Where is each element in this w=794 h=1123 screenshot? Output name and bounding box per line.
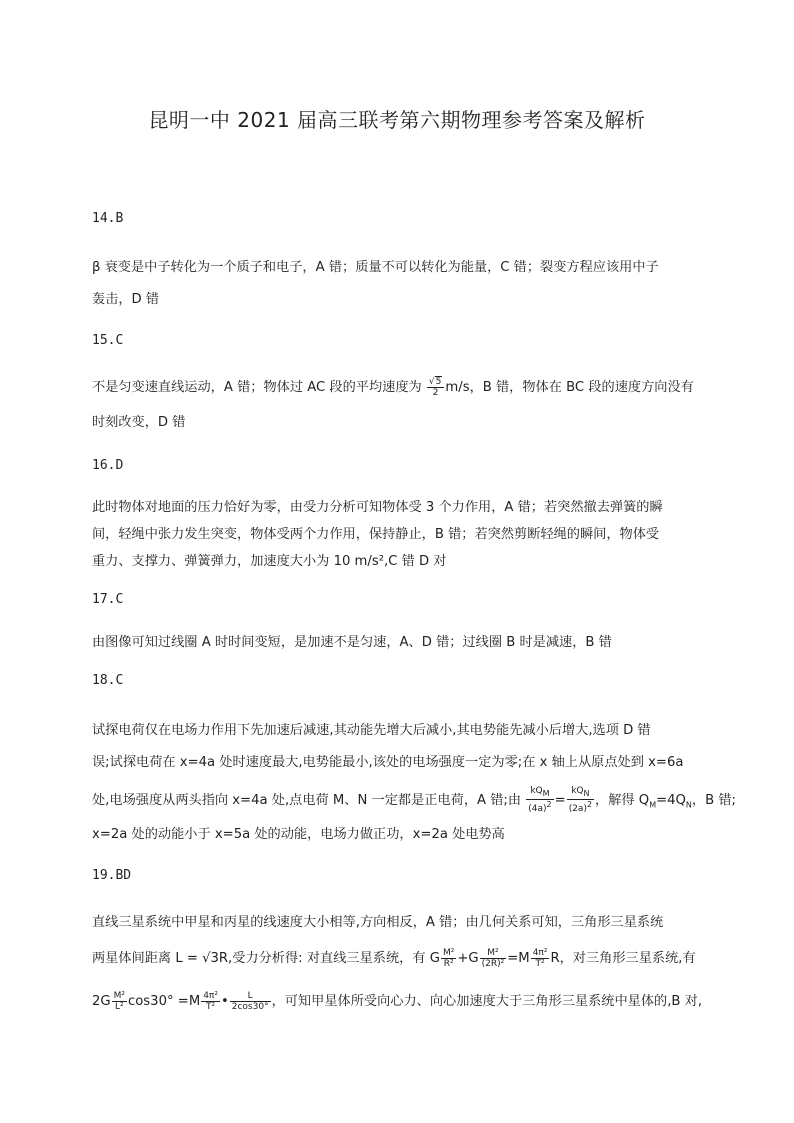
answer-line: 误;试探电荷在 x=4a 处时速度最大,电势能最小,该处的电场强度一定为零;在 x 轴上从原点处到 x=6a bbox=[92, 755, 684, 770]
question-label-14: 14.B bbox=[92, 211, 124, 226]
answer-text: ，解得 Q bbox=[595, 792, 650, 808]
answer-line: 时刻改变，D 错 bbox=[92, 415, 186, 430]
answer-line: 处,电场强度从两头指向 x=4a 处,点电荷 M、N 一定都是正电荷，A 错;由 $\frac{kQ_M}{(4a)^2}$ = $\frac{kQ_N}{(2a)^2}$ ，解得 $Q_M=4Q_N$，B 错; bbox=[92, 786, 736, 814]
question-label-19: 19.BD bbox=[92, 868, 132, 883]
answer-text: ，对三角形三星系统,有 bbox=[559, 951, 696, 966]
answer-line: 此时物体对地面的压力恰好为零，由受力分析可知物体受 3 个力作用，A 错；若突然撤去弹簧的瞬 bbox=[92, 500, 663, 515]
question-label-17: 17.C bbox=[92, 592, 124, 607]
answer-text: 两星体间距离 L = √3R,受力分析得: 对直线三星系统，有 bbox=[92, 951, 426, 966]
question-label-15: 15.C bbox=[92, 333, 124, 348]
answer-line: 轰击，D 错 bbox=[92, 292, 160, 307]
answer-line: 由图像可知过线圈 A 时时间变短，是加速不是匀速，A、D 错；过线圈 B 时是减速，B 错 bbox=[92, 635, 612, 650]
fraction: $\frac{kQ_M}{(4a)^2}$ bbox=[528, 786, 552, 814]
answer-line: 两星体间距离 L = √3R,受力分析得: 对直线三星系统，有 G $\frac{\text{M²}}{\text{R²}}$ +G $\frac{\text{M²}}{\text{(2R)²}}$ =M $\frac{\text{4π²}}{\text{T²}}$ R，对三角形三星系统,有 bbox=[92, 947, 696, 969]
answer-line: 重力、支撑力、弹簧弹力，加速度大小为 10 m/s²,C 错 D 对 bbox=[92, 554, 447, 569]
fraction: $\frac{√5}{2}$ bbox=[427, 376, 444, 398]
answer-text: 处,电场强度从两头指向 x=4a 处,点电荷 M、N 一定都是正电荷，A 错;由 bbox=[92, 792, 522, 808]
answer-line: x=2a 处的动能小于 x=5a 处的动能，电场力做正功，x=2a 处电势高 bbox=[92, 827, 505, 842]
answer-line: 试探电荷仅在电场力作用下先加速后减速,其动能先增大后减小,其电势能先减小后增大,选项 D 错 bbox=[92, 723, 651, 738]
answer-line: 2G $\frac{\text{M²}}{\text{L²}}$ cos30° =M $\frac{\text{4π²}}{\text{T²}}$ • $\frac{L}{2\cos 30^\circ}$ ，可知甲星体所受向心力、向心加速度大于三角形三星系统中星体的,B 对, bbox=[92, 990, 703, 1012]
answer-text: m/s，B 错，物体在 BC 段的速度方向没有 bbox=[445, 380, 694, 395]
page-title: 昆明一中 2021 届高三联考第六期物理参考答案及解析 bbox=[148, 108, 646, 132]
answer-line bbox=[92, 376, 722, 398]
question-label-16: 16.D bbox=[92, 458, 124, 473]
answer-line: 直线三星系统中甲星和丙星的线速度大小相等,方向相反，A 错；由几何关系可知，三角形三星系统 bbox=[92, 915, 664, 930]
answer-line: 间，轻绳中张力发生突变，物体受两个力作用，保持静止，B 错；若突然剪断轻绳的瞬间，物体受 bbox=[92, 527, 660, 542]
answer-text: 不是匀变速直线运动，A 错；物体过 AC 段的平均速度为 bbox=[92, 380, 422, 395]
answer-line: β 衰变是中子转化为一个质子和电子，A 错；质量不可以转化为能量，C 错；裂变方程应该用中子 bbox=[92, 260, 659, 275]
fraction: $\frac{kQ_N}{(2a)^2}$ bbox=[568, 786, 593, 814]
question-label-18: 18.C bbox=[92, 673, 124, 688]
answer-text: ，B 错; bbox=[691, 792, 736, 808]
answer-text: ，可知甲星体所受向心力、向心加速度大于三角形三星系统中星体的,B 对, bbox=[271, 994, 703, 1009]
answer-text: =4Q bbox=[656, 792, 686, 808]
